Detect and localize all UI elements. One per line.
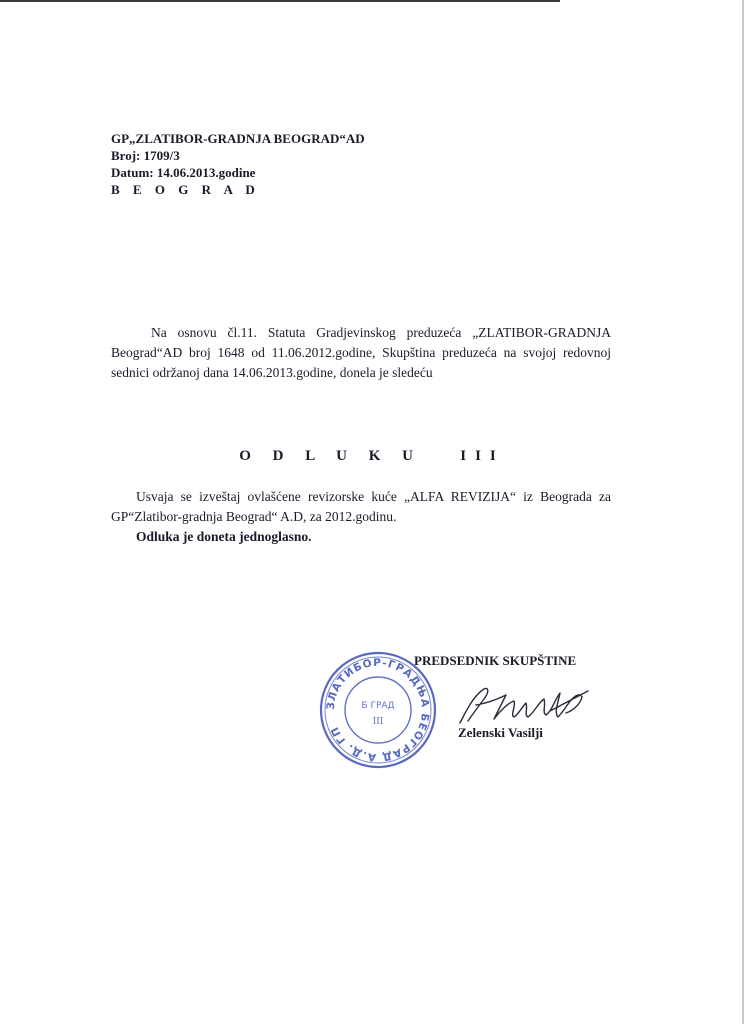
- decision-body: [111, 487, 611, 547]
- company-name: GP„ZLATIBOR-GRADNJA BEOGRAD“AD: [111, 131, 365, 146]
- stamp-center-line1: Б ГРАД: [361, 701, 395, 711]
- intro-text: Na osnovu čl.11. Statuta Gradjevinskog preduzeća „ZLATIBOR-GRADNJA Beograd“AD broj 1648 od 11.06.2012.godine, Skupština preduzeća na svojoj redovnoj sednici održanoj dana 14.06.2013.godine, donela je sledeću: [111, 325, 611, 380]
- intro-paragraph: [111, 323, 611, 383]
- decision-title: O D L U K U III: [239, 448, 505, 464]
- document-city: B E O G R A D: [111, 182, 260, 197]
- president-title: PREDSEDNIK SKUPŠTINE: [414, 653, 577, 668]
- handwritten-signature: [454, 681, 604, 731]
- document-number: Broj: 1709/3: [111, 148, 180, 163]
- stamp-ring-text: ЗЛАТИБОР-ГРАДЊА БЕОГРАД А.Д. ГП: [324, 656, 432, 764]
- document-date: Datum: 14.06.2013.godine: [111, 165, 256, 180]
- decision-unanimous: Odluka je doneta jednoglasno.: [136, 529, 312, 544]
- signature-block: [414, 653, 614, 740]
- decision-text: Usvaja se izveštaj ovlašćene revizorske kuće „ALFA REVIZIJA“ iz Beograda za GP“Zlatibor-gradnja Beograd“ A.D, za 2012.godinu.: [111, 489, 611, 524]
- stamp-center-line2: III: [372, 717, 384, 727]
- scan-border-top: [0, 0, 560, 2]
- signer-name: Zelenski Vasilji: [458, 725, 543, 740]
- document-header: [111, 130, 365, 198]
